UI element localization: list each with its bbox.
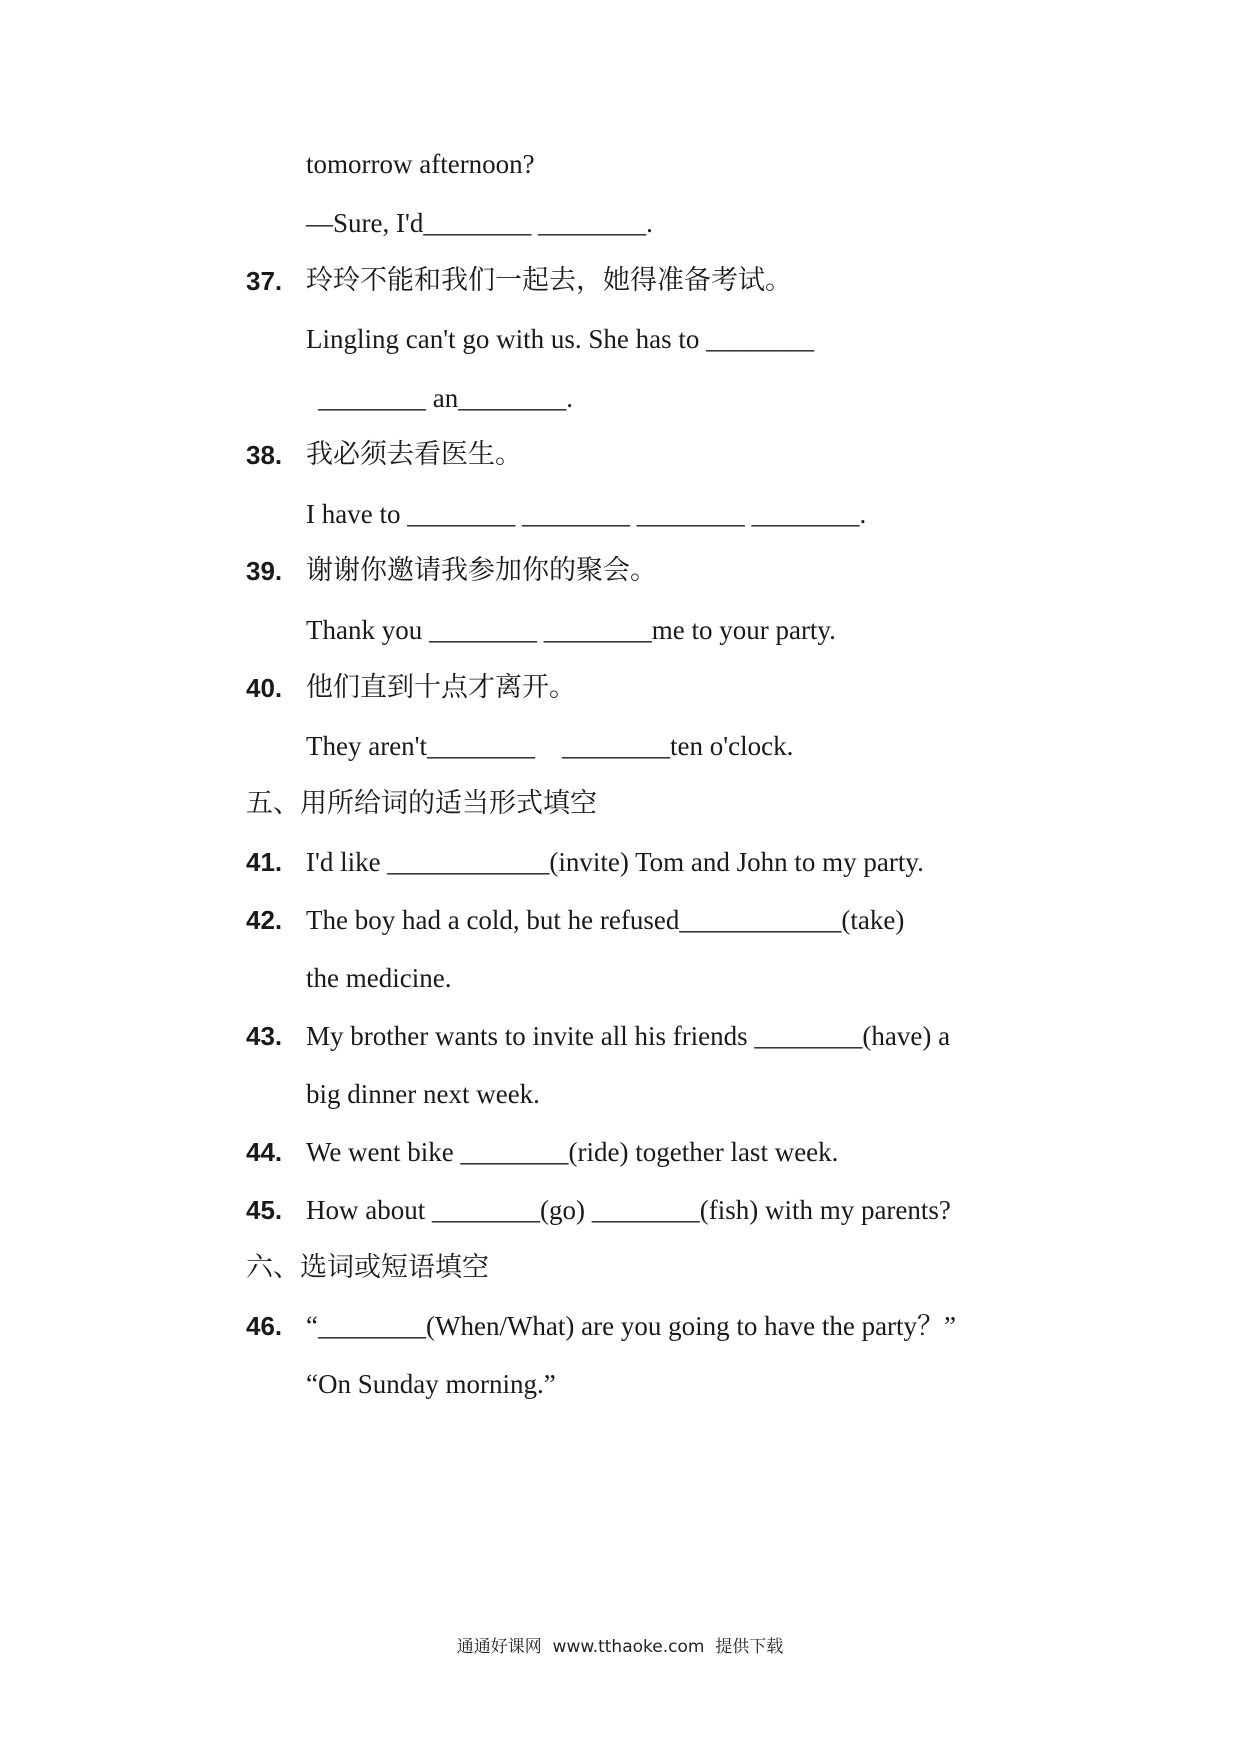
question-chinese: 我必须去看医生。 [306, 439, 522, 470]
q36-line-1: tomorrow afternoon? [306, 149, 535, 179]
question-number: 44. [246, 1137, 283, 1167]
question-chinese: 玲玲不能和我们一起去，她得准备考试。 [306, 265, 792, 296]
question-number: 37. [246, 266, 283, 296]
question-chinese: 谢谢你邀请我参加你的聚会。 [306, 555, 657, 586]
question-number: 40. [246, 673, 283, 703]
question-number: 42. [246, 905, 283, 935]
question-chinese: 他们直到十点才离开。 [306, 672, 576, 703]
section-title: 五、用所给词的适当形式填空 [246, 788, 597, 819]
question-english: My brother wants to invite all his friends ________(have) a [306, 1021, 951, 1051]
q36-line-2: —Sure, I'd________ ________. [306, 208, 653, 238]
question-english: big dinner next week. [306, 1079, 540, 1109]
question-english: They aren't________ ________ten o'clock. [306, 731, 794, 761]
question-english: The boy had a cold, but he refused____________(take) [306, 905, 905, 935]
page-footer: 通通好课网 www.tthaoke.com 提供下载 [456, 1637, 784, 1657]
question-english: Thank you ________ ________me to your party. [306, 615, 836, 645]
question-number: 45. [246, 1195, 283, 1225]
question-english: I'd like ____________(invite) Tom and John to my party. [306, 847, 924, 877]
question-english: We went bike ________(ride) together last week. [306, 1137, 839, 1167]
question-english: I have to ________ ________ ________ ________. [306, 499, 867, 529]
question-number: 46. [246, 1311, 283, 1341]
question-number: 41. [246, 847, 283, 877]
question-number: 39. [246, 556, 283, 586]
question-english: Lingling can't go with us. She has to ________ [306, 324, 815, 354]
section-title: 六、选词或短语填空 [246, 1252, 489, 1283]
question-number: 38. [246, 440, 283, 470]
question-english: ________ an________. [318, 383, 573, 413]
question-english: “On Sunday morning.” [306, 1369, 556, 1399]
question-number: 43. [246, 1021, 283, 1051]
question-english: How about ________(go) ________(fish) with my parents? [306, 1195, 951, 1225]
question-english: “________(When/What) are you going to have the party？” [306, 1311, 957, 1341]
question-english: the medicine. [306, 963, 452, 993]
